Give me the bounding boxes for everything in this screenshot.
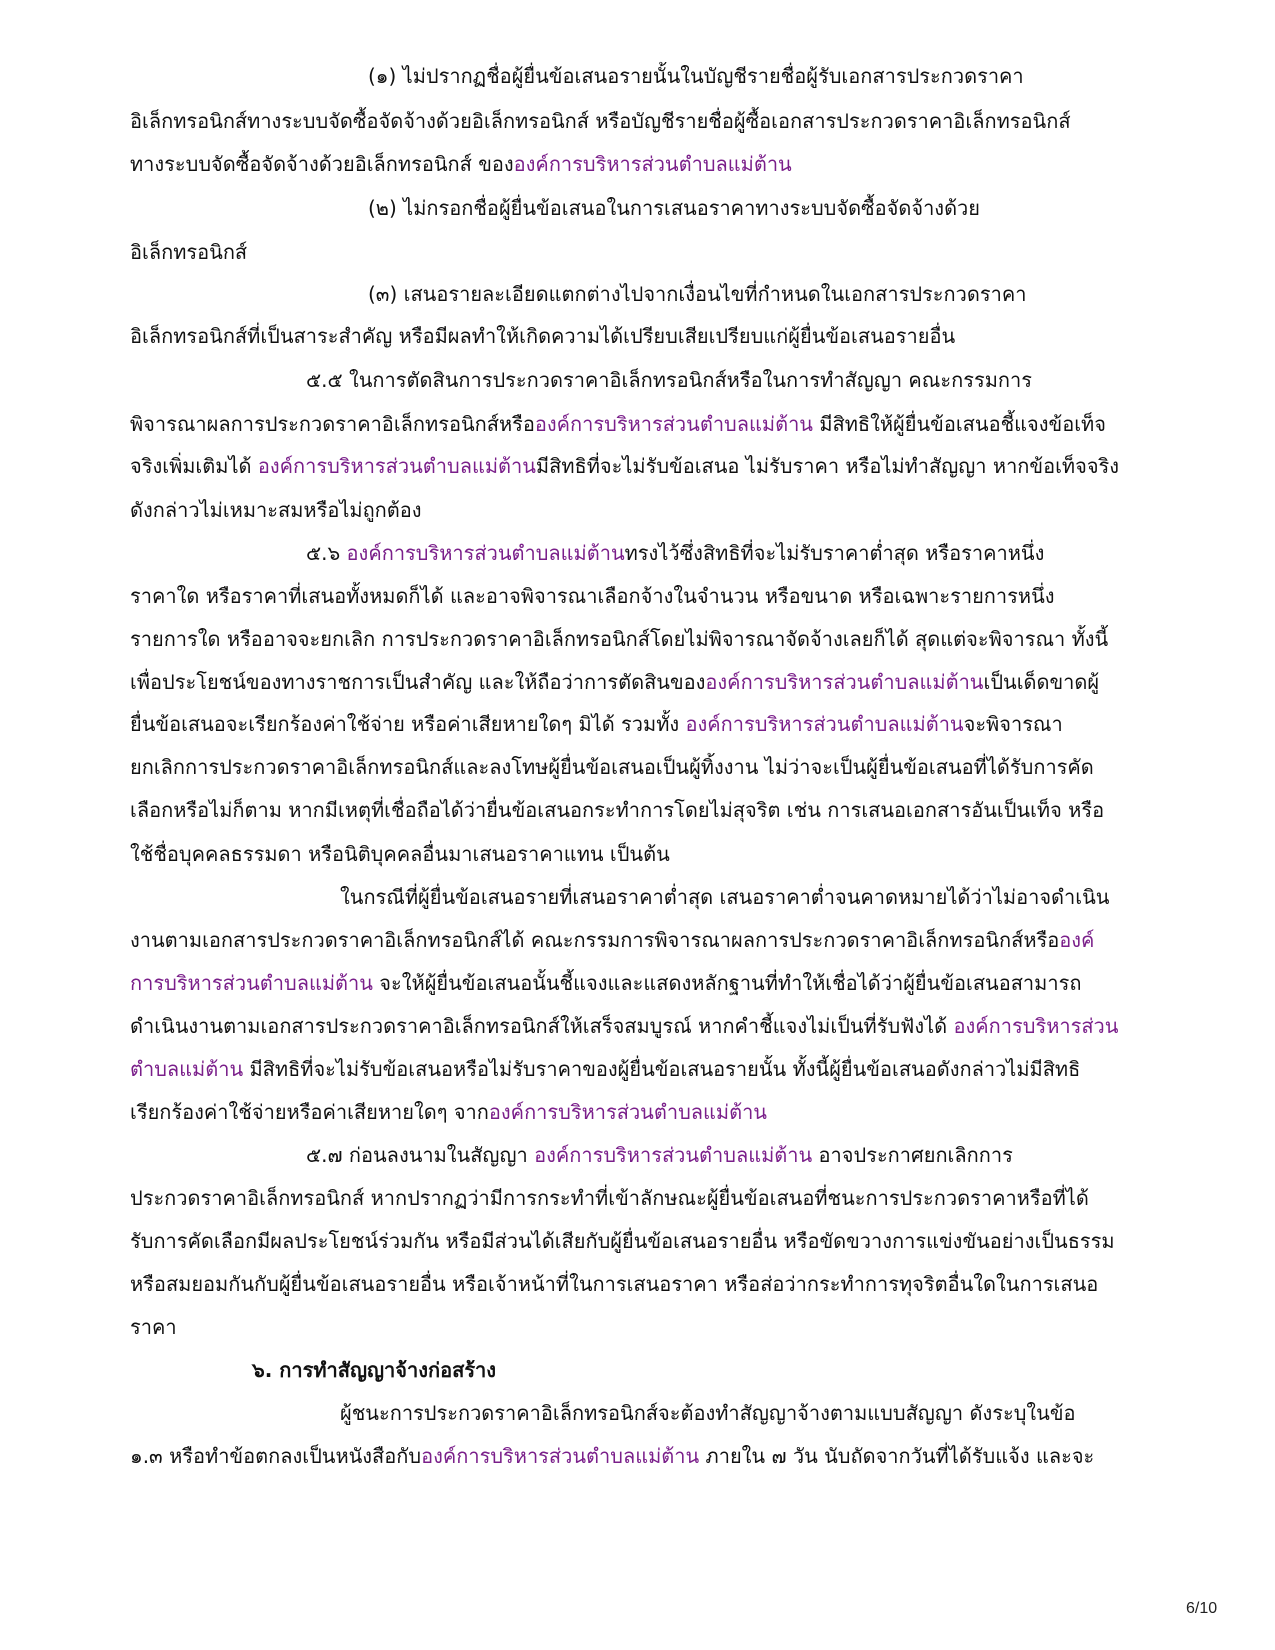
org-name: องค์การบริหารส่วนตำบลแม่ต้าน (685, 712, 964, 736)
text-line (130, 753, 1094, 781)
text-segment: ใช้ชื่อบุคคลธรรมดา หรือนิติบุคคลอื่นมาเสนอราคาแทน เป็นต้น (130, 842, 670, 866)
org-name: องค์ (1059, 928, 1095, 952)
text-line (368, 280, 1026, 308)
text-line (130, 238, 247, 266)
text-segment: อิเล็กทรอนิกส์ (130, 240, 248, 264)
text-segment: อิเล็กทรอนิกส์ที่เป็นสาระสำคัญ หรือมีผลทำให้เกิดความได้เปรียบเสียเปรียบแก่ผู้ยื่นข้อเสนอรายอื่น (130, 324, 956, 348)
text-segment: เลือกหรือไม่ก็ตาม หากมีเหตุที่เชื่อถือได้ว่ายื่นข้อเสนอกระทำการโดยไม่สุจริต เช่น การเสนอเอกสารอันเป็นเท็จ หรือ (130, 798, 1105, 822)
text-segment: ๖. การทำสัญญาจ้างก่อสร้าง (252, 1358, 497, 1382)
org-name: องค์การบริหารส่วน (953, 1014, 1119, 1038)
text-line (130, 796, 1104, 824)
text-line (130, 1313, 177, 1341)
text-line (368, 62, 1024, 90)
text-segment: จะพิจารณา (963, 712, 1063, 736)
text-segment: ภายใน ๗ วัน นับถัดจากวันที่ได้รับแจ้ง และจะ (699, 1444, 1095, 1468)
text-line (130, 322, 955, 350)
text-line (130, 582, 1055, 610)
text-line (130, 1012, 1118, 1040)
text-segment: (๓) เสนอรายละเอียดแตกต่างไปจากเงื่อนไขที่กำหนดในเอกสารประกวดราคา (368, 282, 1027, 306)
text-segment: เป็นเด็ดขาดผู้ (983, 670, 1100, 694)
text-line (130, 668, 1099, 696)
org-name: องค์การบริหารส่วนตำบลแม่ต้าน (421, 1444, 700, 1468)
text-segment: มีสิทธิที่จะไม่รับข้อเสนอหรือไม่รับราคาของผู้ยื่นข้อเสนอรายนั้น ทั้งนี้ผู้ยื่นข้อเสนอดังกล่าวไม่มีสิทธิ (243, 1057, 1081, 1081)
text-segment: จะให้ผู้ยื่นข้อเสนอนั้นชี้แจงและแสดงหลักฐานที่ทำให้เชื่อได้ว่าผู้ยื่นข้อเสนอสามารถ (372, 971, 1082, 995)
text-segment: ดำเนินงานตามเอกสารประกวดราคาอิเล็กทรอนิกส์ให้เสร็จสมบูรณ์ หากคำชี้แจงไม่เป็นที่รับฟังได้ (130, 1014, 954, 1038)
text-segment: ๕.๖ (306, 541, 347, 565)
org-name: องค์การบริหารส่วนตำบลแม่ต้าน (534, 1143, 813, 1167)
text-segment: เพื่อประโยชน์ของทางราชการเป็นสำคัญ และให้ถือว่าการตัดสินของ (130, 670, 706, 694)
org-name: องค์การบริหารส่วนตำบลแม่ต้าน (257, 454, 536, 478)
text-line (130, 107, 1071, 135)
text-segment: เรียกร้องค่าใช้จ่ายหรือค่าเสียหายใดๆ จาก (130, 1100, 489, 1124)
text-line (130, 150, 792, 178)
text-line (130, 410, 1106, 438)
text-segment: หรือสมยอมกันกับผู้ยื่นข้อเสนอรายอื่น หรือเจ้าหน้าที่ในการเสนอราคา หรือส่อว่ากระทำการทุจริตอื่นใดในการเสนอ (130, 1272, 1099, 1296)
org-name: องค์การบริหารส่วนตำบลแม่ต้าน (705, 670, 984, 694)
org-name: องค์การบริหารส่วนตำบลแม่ต้าน (513, 152, 792, 176)
text-line (130, 840, 670, 868)
text-segment: ทรงไว้ซึ่งสิทธิที่จะไม่รับราคาต่ำสุด หรือราคาหนึ่ง (624, 541, 1045, 565)
text-segment: งานตามเอกสารประกวดราคาอิเล็กทรอนิกส์ได้ คณะกรรมการพิจารณาผลการประกวดราคาอิเล็กทรอนิกส์หรือ (130, 928, 1060, 952)
text-segment: ๑.๓ หรือทำข้อตกลงเป็นหนังสือกับ (130, 1444, 422, 1468)
text-segment: ๕.๗ ก่อนลงนามในสัญญา (306, 1143, 535, 1167)
text-segment: ในกรณีที่ผู้ยื่นข้อเสนอรายที่เสนอราคาต่ำสุด เสนอราคาต่ำจนคาดหมายได้ว่าไม่อาจดำเนิน (340, 885, 1110, 909)
text-line (306, 1141, 1013, 1169)
text-line (130, 1098, 767, 1126)
text-line (130, 1442, 1094, 1470)
text-segment: พิจารณาผลการประกวดราคาอิเล็กทรอนิกส์หรือ (130, 412, 535, 436)
text-segment: ราคาใด หรือราคาที่เสนอทั้งหมดก็ได้ และอาจพิจารณาเลือกจ้างในจำนวน หรือขนาด หรือเฉพาะรายการหนึ่ง (130, 584, 1055, 608)
org-name: องค์การบริหารส่วนตำบลแม่ต้าน (534, 412, 813, 436)
text-line (340, 1399, 1076, 1427)
text-line (306, 539, 1044, 567)
text-segment: มีสิทธิให้ผู้ยื่นข้อเสนอชี้แจงข้อเท็จ (812, 412, 1106, 436)
text-line (130, 452, 1119, 480)
page-number: 6/10 (1186, 1600, 1218, 1617)
text-segment: มีสิทธิที่จะไม่รับข้อเสนอ ไม่รับราคา หรือไม่ทำสัญญา หากข้อเท็จจริง (535, 454, 1120, 478)
text-segment: (๑) ไม่ปรากฏชื่อผู้ยื่นข้อเสนอรายนั้นในบัญชีรายชื่อผู้รับเอกสารประกวดราคา (368, 64, 1024, 88)
text-line (368, 194, 980, 222)
text-segment: ยกเลิกการประกวดราคาอิเล็กทรอนิกส์และลงโทษผู้ยื่นข้อเสนอเป็นผู้ทิ้งงาน ไม่ว่าจะเป็นผู้ยื่นข้อเสนอที่ได้รับการคัด (130, 755, 1094, 779)
text-segment: (๒) ไม่กรอกชื่อผู้ยื่นข้อเสนอในการเสนอราคาทางระบบจัดซื้อจัดจ้างด้วย (368, 196, 981, 220)
org-name: องค์การบริหารส่วนตำบลแม่ต้าน (488, 1100, 767, 1124)
org-name: ตำบลแม่ต้าน (130, 1057, 244, 1081)
text-segment: ทางระบบจัดซื้อจัดจ้างด้วยอิเล็กทรอนิกส์ ของ (130, 152, 514, 176)
text-line (130, 1055, 1080, 1083)
text-line (130, 1227, 1115, 1255)
text-segment: รับการคัดเลือกมีผลประโยชน์ร่วมกัน หรือมีส่วนได้เสียกับผู้ยื่นข้อเสนอรายอื่น หรือขัดขวางการแข่งขันอย่างเป็นธรรม (130, 1229, 1115, 1253)
text-segment: อาจประกาศยกเลิกการ (812, 1143, 1013, 1167)
text-segment: รายการใด หรืออาจจะยกเลิก การประกวดราคาอิเล็กทรอนิกส์โดยไม่พิจารณาจัดจ้างเลยก็ได้ สุดแต่จะพิจารณา ทั้งนี้ (130, 627, 1109, 651)
text-line (340, 883, 1109, 911)
text-segment: ราคา (130, 1315, 177, 1339)
text-line (130, 1184, 1089, 1212)
text-segment: ประกวดราคาอิเล็กทรอนิกส์ หากปรากฏว่ามีการกระทำที่เข้าลักษณะผู้ยื่นข้อเสนอที่ชนะการประกวดราคาหรือที่ได้ (130, 1186, 1089, 1210)
text-segment: ๕.๕ ในการตัดสินการประกวดราคาอิเล็กทรอนิกส์หรือในการทำสัญญา คณะกรรมการ (306, 368, 1032, 392)
org-name: องค์การบริหารส่วนตำบลแม่ต้าน (346, 541, 625, 565)
text-line (130, 710, 1063, 738)
section-heading (252, 1356, 496, 1384)
org-name: การบริหารส่วนตำบลแม่ต้าน (130, 971, 373, 995)
text-line (130, 1270, 1098, 1298)
text-segment: ดังกล่าวไม่เหมาะสมหรือไม่ถูกต้อง (130, 498, 422, 522)
text-segment: อิเล็กทรอนิกส์ทางระบบจัดซื้อจัดจ้างด้วยอิเล็กทรอนิกส์ หรือบัญชีรายชื่อผู้ซื้อเอกสารประกวดราคาอิเล็กทรอนิกส์ (130, 109, 1071, 133)
text-segment: ยื่นข้อเสนอจะเรียกร้องค่าใช้จ่าย หรือค่าเสียหายใดๆ มิได้ รวมทั้ง (130, 712, 686, 736)
text-segment: จริงเพิ่มเติมได้ (130, 454, 258, 478)
text-line (306, 366, 1032, 394)
text-line (130, 926, 1094, 954)
text-segment: ผู้ชนะการประกวดราคาอิเล็กทรอนิกส์จะต้องทำสัญญาจ้างตามแบบสัญญา ดังระบุในข้อ (340, 1401, 1076, 1425)
text-line (130, 969, 1081, 997)
text-line (130, 496, 422, 524)
text-line (130, 625, 1108, 653)
